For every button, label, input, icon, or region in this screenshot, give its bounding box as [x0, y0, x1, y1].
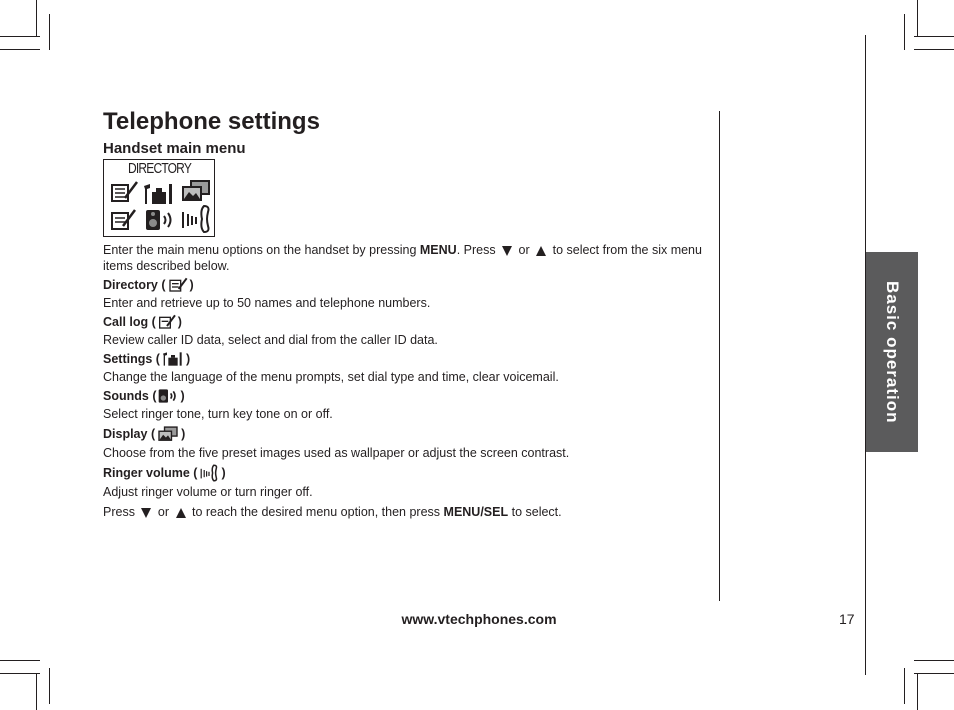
crop-mark [914, 673, 954, 674]
sounds-icon [157, 388, 179, 404]
crop-mark [904, 14, 905, 50]
section-tab-label: Basic operation [883, 280, 902, 424]
crop-mark [917, 0, 918, 36]
footer-url[interactable]: www.vtechphones.com [401, 611, 557, 627]
intro-text-part: . Press [456, 243, 500, 257]
instruction-text-part: to select. [508, 505, 562, 519]
crop-mark [49, 14, 50, 50]
call-log-icon [157, 314, 177, 330]
down-arrow-icon [141, 508, 151, 518]
sounds-icon [144, 208, 176, 232]
page-title: Telephone settings [103, 108, 320, 135]
up-arrow-icon [536, 246, 546, 256]
instruction-text [103, 504, 708, 520]
crop-mark [0, 673, 40, 674]
ringer-volume-icon [198, 464, 220, 482]
page-number: 17 [839, 611, 855, 627]
menu-item-description: Review caller ID data, select and dial from the caller ID data. [103, 333, 438, 347]
section-heading: Handset main menu [103, 140, 246, 157]
crop-mark [0, 36, 40, 37]
menu-item-label: Sounds [103, 389, 149, 403]
menu-item-title: Display ( ) [103, 427, 186, 441]
menu-item-label: Call log [103, 315, 149, 329]
intro-text-part: Enter the main menu options on the handset by pressing [103, 243, 420, 257]
directory-icon [167, 277, 189, 293]
intro-text-part: to select from the six menu items described below. [103, 243, 702, 273]
down-arrow-icon [502, 246, 512, 256]
crop-mark [914, 660, 954, 661]
display-icon [156, 425, 180, 443]
intro-text [103, 242, 708, 274]
menu-item-description: Change the language of the menu prompts, set dial type and time, clear voicemail. [103, 370, 559, 384]
instruction-text-part: Press [103, 505, 139, 519]
menu-item-title: Sounds ( ) [103, 389, 185, 403]
instruction-text-part: to reach the desired menu option, then press [188, 505, 444, 519]
menu-item-label: Settings [103, 352, 153, 366]
menu-item-title: Ringer volume ( ) [103, 466, 226, 480]
crop-mark [0, 660, 40, 661]
menu-item-description: Enter and retrieve up to 50 names and telephone numbers. [103, 296, 431, 310]
crop-mark [904, 668, 905, 704]
footer [0, 611, 954, 627]
menu-sel-key: MENU/SEL [443, 505, 509, 519]
settings-icon [142, 182, 176, 206]
call-log-icon [109, 208, 137, 232]
page-content [103, 108, 708, 520]
menu-key: MENU [419, 243, 457, 257]
menu-item-title: Call log ( ) [103, 315, 182, 329]
menu-item-description: Choose from the five preset images used as wallpaper or adjust the screen contrast. [103, 446, 570, 460]
directory-icon [109, 180, 139, 204]
ringer-volume-icon [180, 204, 212, 234]
section-tab [866, 252, 918, 452]
crop-mark [36, 674, 37, 710]
crop-mark [914, 49, 954, 50]
display-icon [180, 178, 212, 204]
crop-mark [36, 0, 37, 36]
handset-screen-illustration [103, 159, 215, 237]
settings-icon [161, 351, 185, 367]
intro-text-part: or [515, 243, 534, 257]
crop-mark [917, 674, 918, 710]
crop-mark [914, 36, 954, 37]
menu-item-label: Ringer volume [103, 466, 190, 480]
screen-label: DIRECTORY [128, 160, 192, 177]
menu-item-title: Directory ( ) [103, 278, 194, 292]
crop-mark [0, 49, 40, 50]
crop-mark [49, 668, 50, 704]
up-arrow-icon [176, 508, 186, 518]
instruction-text-part: or [154, 505, 173, 519]
menu-item-label: Directory [103, 278, 158, 292]
menu-item-description: Adjust ringer volume or turn ringer off. [103, 485, 313, 499]
menu-item-label: Display [103, 427, 148, 441]
menu-item-title: Settings ( ) [103, 352, 191, 366]
menu-item-description: Select ringer tone, turn key tone on or off. [103, 407, 333, 421]
column-rule [719, 111, 720, 601]
